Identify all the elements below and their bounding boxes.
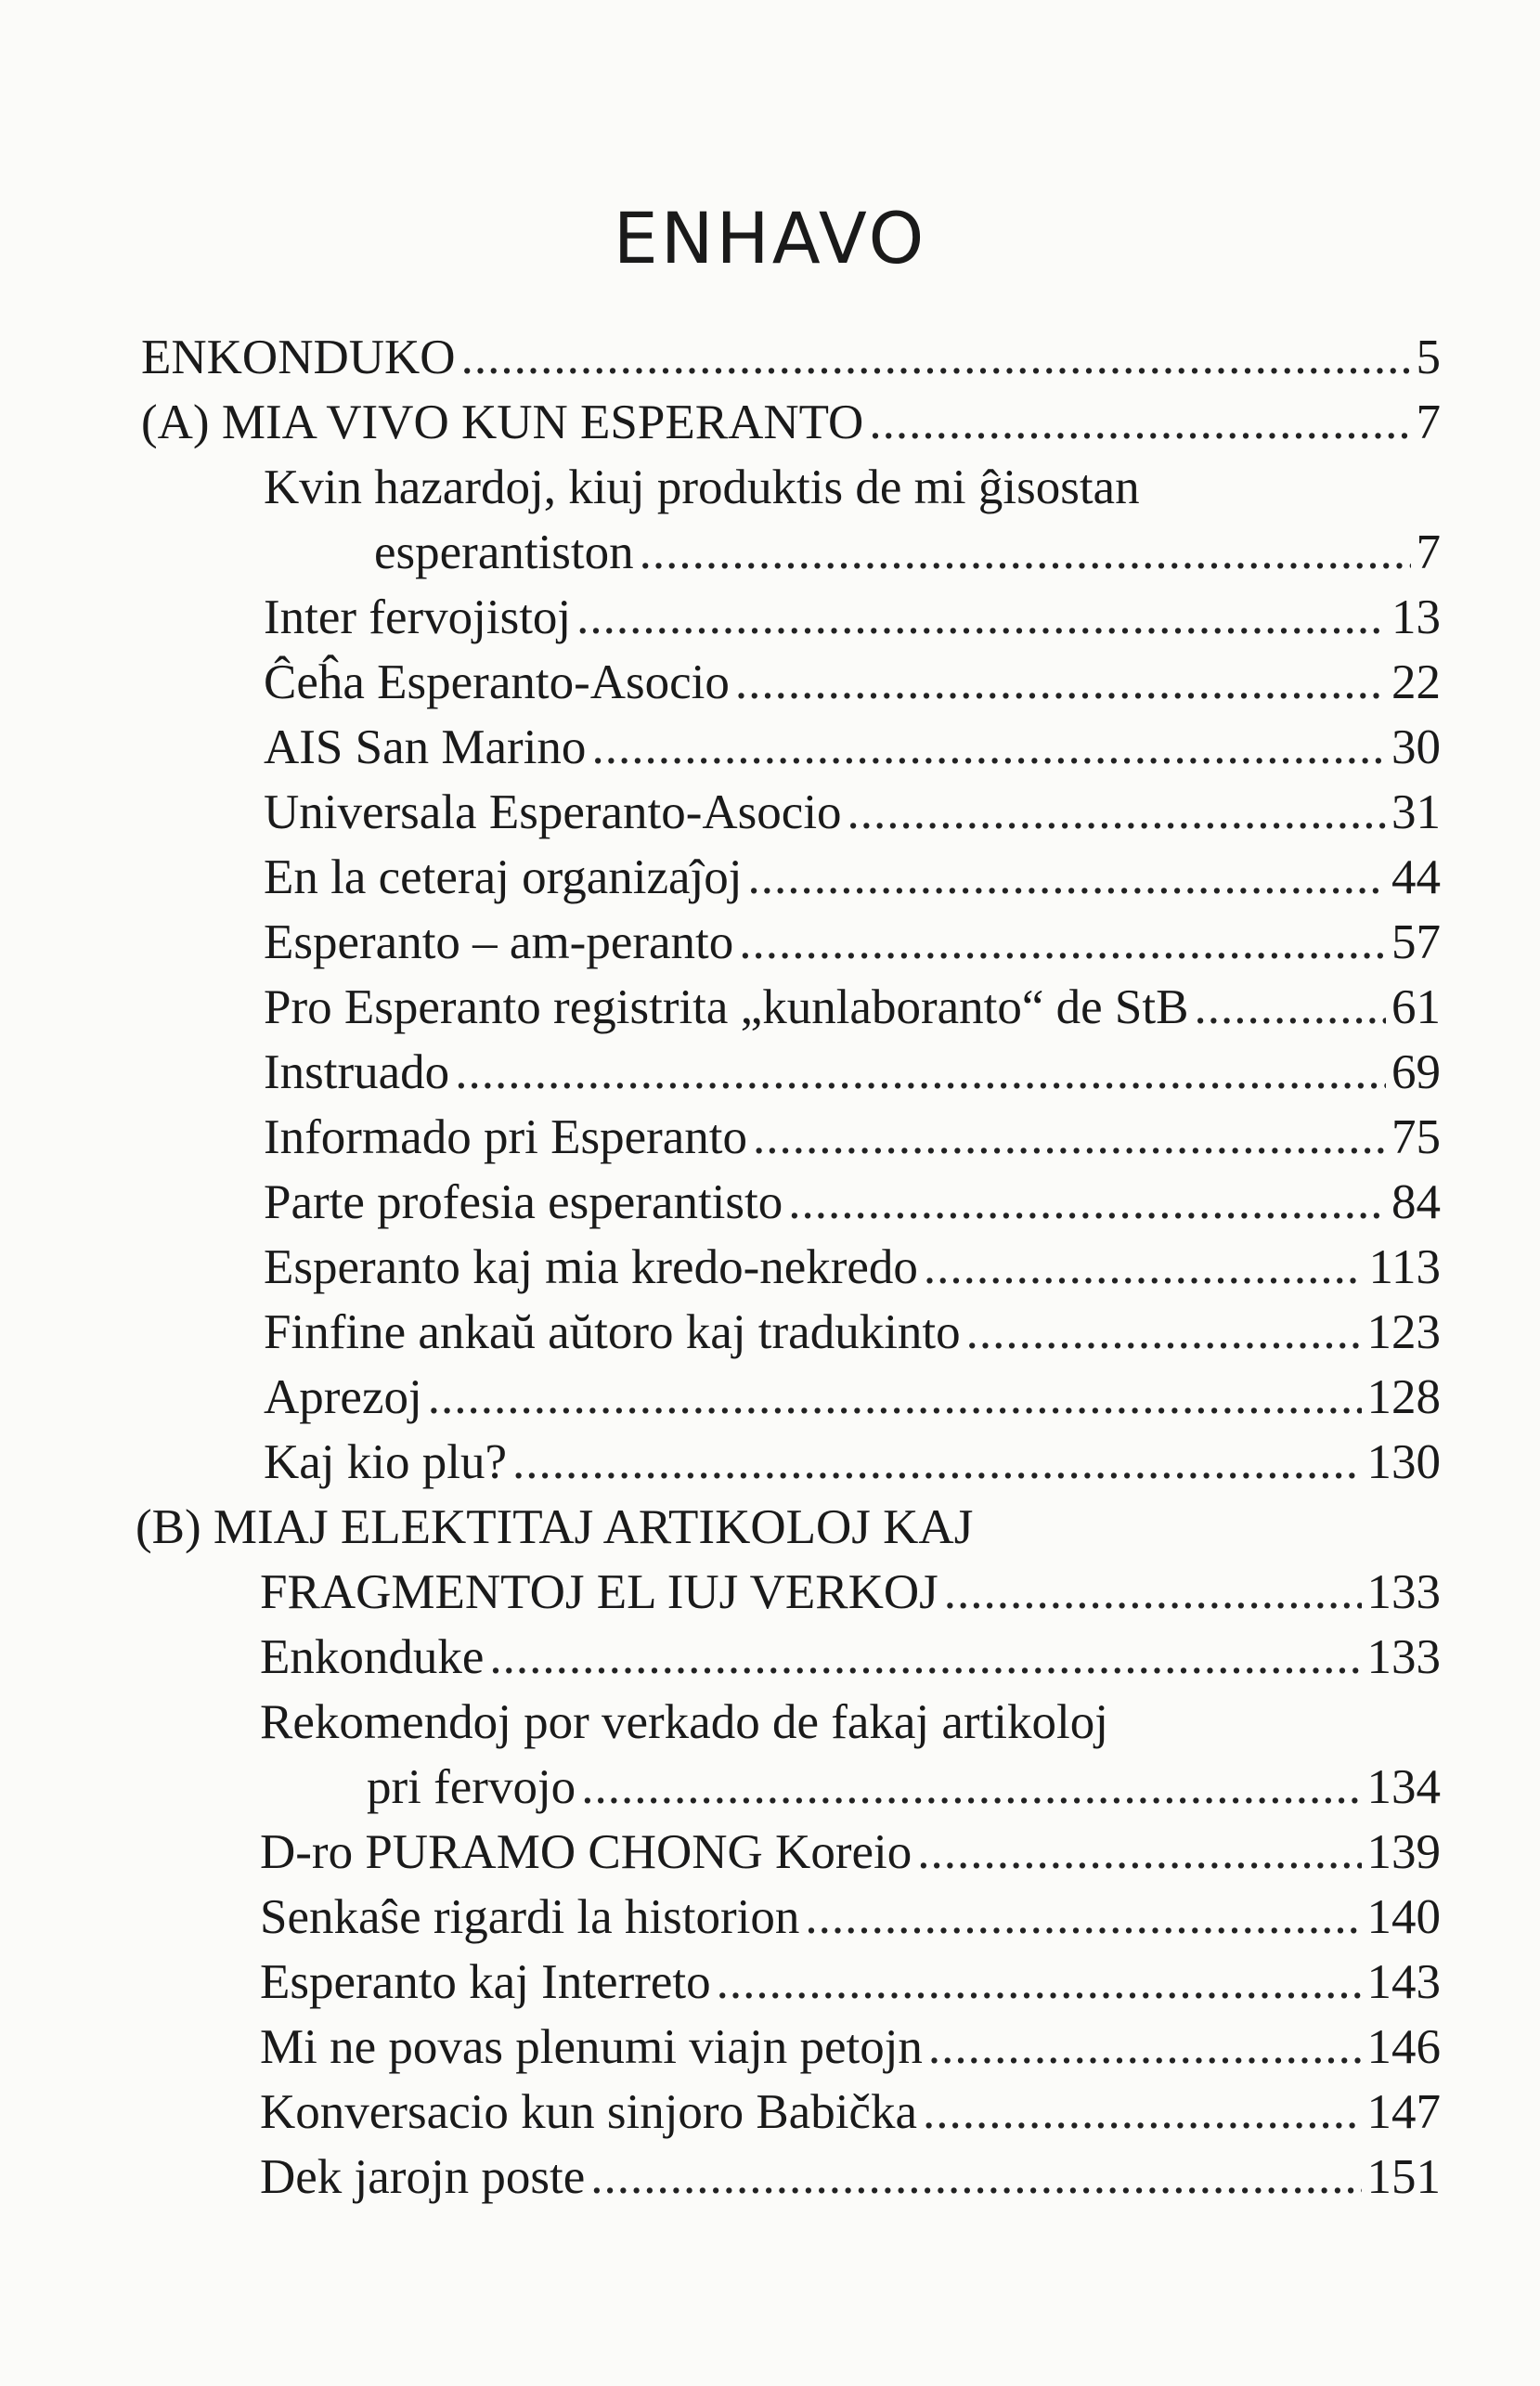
dot-leader xyxy=(489,1625,1361,1690)
dot-leader xyxy=(512,1430,1362,1495)
toc-entry-page: 146 xyxy=(1366,2020,1441,2074)
toc-entry-label-line1: Rekomendoj por verkado de fakaj artikoloj xyxy=(260,1695,1108,1749)
dot-leader xyxy=(923,2080,1362,2145)
toc-entry-page: 7 xyxy=(1416,396,1441,449)
toc-entry-label: Aprezoj xyxy=(264,1370,422,1424)
toc-entry-page: 133 xyxy=(1366,1630,1441,1684)
toc-entry-label: Senkaŝe rigardi la historion xyxy=(260,1890,800,1944)
dot-leader xyxy=(966,1300,1362,1365)
toc-entry xyxy=(264,585,1441,650)
toc-entry-page: 151 xyxy=(1366,2150,1441,2204)
toc-entry-label: FRAGMENTOJ EL IUJ VERKOJ xyxy=(260,1565,938,1619)
dot-leader xyxy=(788,1170,1386,1235)
toc-entry-label-line1: Kvin hazardoj, kiuj produktis de mi ĝisostan xyxy=(264,460,1140,514)
toc-entry-page: 5 xyxy=(1416,331,1441,384)
toc-entry xyxy=(264,1105,1441,1170)
toc-entry-label: pri fervojo xyxy=(367,1760,576,1814)
dot-leader xyxy=(869,390,1410,455)
toc-entry-label: Esperanto kaj Interreto xyxy=(260,1955,711,2009)
dot-leader xyxy=(717,1950,1362,2015)
toc-entry-label: Finfine ankaŭ aŭtoro kaj tradukinto xyxy=(264,1305,961,1359)
toc-entry-label: Instruado xyxy=(264,1045,450,1099)
dot-leader xyxy=(455,1040,1386,1105)
toc-entry-page: 13 xyxy=(1391,590,1441,644)
toc-entry xyxy=(260,2080,1441,2145)
toc-entry xyxy=(264,715,1441,780)
toc-entry xyxy=(260,1950,1441,2015)
dot-leader xyxy=(928,2015,1362,2080)
toc-entry-label: AIS San Marino xyxy=(264,720,587,774)
dot-leader xyxy=(805,1885,1361,1950)
toc-entry xyxy=(264,1365,1441,1430)
toc-entry xyxy=(264,845,1441,910)
toc-entry xyxy=(264,1300,1441,1365)
toc-entry-label: Esperanto – am-peranto xyxy=(264,915,734,969)
toc-entry-label: ENKONDUKO xyxy=(141,331,456,384)
toc-entry-page: 143 xyxy=(1366,1955,1441,2009)
toc-entry xyxy=(264,975,1441,1040)
toc-entry-label: Dek jarojn poste xyxy=(260,2150,586,2204)
toc-entry xyxy=(141,325,1441,390)
toc-entry xyxy=(264,780,1441,845)
dot-leader xyxy=(753,1105,1386,1170)
toc-entry xyxy=(260,1560,1441,1625)
toc-entry xyxy=(264,1235,1441,1300)
toc-entry-page: 84 xyxy=(1391,1175,1441,1229)
toc-entry-page: 134 xyxy=(1366,1760,1441,1814)
dot-leader xyxy=(917,1820,1361,1885)
dot-leader xyxy=(581,1755,1361,1820)
toc-entry xyxy=(367,1755,1441,1820)
dot-leader xyxy=(591,715,1386,780)
toc-entry-label: Ĉeĥa Esperanto-Asocio xyxy=(264,655,730,709)
toc-entry xyxy=(260,2145,1441,2210)
toc-entry-label: Enkonduke xyxy=(260,1630,485,1684)
toc-entry xyxy=(264,1040,1441,1105)
toc-entry xyxy=(374,520,1441,585)
toc-entry-label: Pro Esperanto registrita „kunlaboranto“ de StB xyxy=(264,980,1189,1034)
toc-entry-page: 128 xyxy=(1366,1370,1441,1424)
toc-entry xyxy=(260,1820,1441,1885)
toc-entry-page: 130 xyxy=(1366,1435,1441,1489)
toc-entry-page: 123 xyxy=(1366,1305,1441,1359)
toc-entry xyxy=(260,2015,1441,2080)
toc-entry-page: 7 xyxy=(1416,525,1441,579)
toc-entry-label: Informado pri Esperanto xyxy=(264,1110,747,1164)
dot-leader xyxy=(748,845,1386,910)
toc-entry-page: 69 xyxy=(1391,1045,1441,1099)
toc-entry-label: Parte profesia esperantisto xyxy=(264,1175,783,1229)
toc-entry-page: 133 xyxy=(1366,1565,1441,1619)
toc-entry-label: Universala Esperanto-Asocio xyxy=(264,785,842,839)
toc-entry xyxy=(264,910,1441,975)
page-title: ENHAVO xyxy=(613,197,927,279)
dot-leader xyxy=(590,2145,1361,2210)
toc-entry-page: 140 xyxy=(1366,1890,1441,1944)
toc-entry-label: Konversacio kun sinjoro Babička xyxy=(260,2085,917,2139)
toc-entry-page: 57 xyxy=(1391,915,1441,969)
toc-entry-page: 30 xyxy=(1391,720,1441,774)
toc-entry-label: Kaj kio plu? xyxy=(264,1435,507,1489)
toc-entry-page: 61 xyxy=(1391,980,1441,1034)
toc-entry-label-line1: (B) MIAJ ELEKTITAJ ARTIKOLOJ KAJ xyxy=(136,1500,974,1554)
toc-entry-page: 44 xyxy=(1391,850,1441,904)
toc-entry-page: 31 xyxy=(1391,785,1441,839)
toc-entry xyxy=(141,390,1441,455)
toc-entry-page: 139 xyxy=(1366,1825,1441,1879)
toc-entry-label: esperantiston xyxy=(374,525,634,579)
toc-entry-label: Mi ne povas plenumi viajn petojn xyxy=(260,2020,923,2074)
dot-leader xyxy=(735,650,1386,715)
toc-entry-label: En la ceteraj organizaĵoj xyxy=(264,850,743,904)
toc-entry xyxy=(260,1885,1441,1950)
toc-entry xyxy=(264,650,1441,715)
dot-leader xyxy=(428,1365,1362,1430)
toc-entry-label: Inter fervojistoj xyxy=(264,590,572,644)
toc-entry xyxy=(260,1625,1441,1690)
dot-leader xyxy=(924,1235,1364,1300)
toc-entry-page: 75 xyxy=(1391,1110,1441,1164)
dot-leader xyxy=(739,910,1386,975)
dot-leader xyxy=(576,585,1386,650)
toc-entry-label: D-ro PURAMO CHONG Koreio xyxy=(260,1825,912,1879)
toc-entry-page: 113 xyxy=(1368,1240,1441,1294)
dot-leader xyxy=(944,1560,1362,1625)
toc-entry-page: 22 xyxy=(1391,655,1441,709)
dot-leader xyxy=(1194,975,1386,1040)
toc-entry-label: Esperanto kaj mia kredo-nekredo xyxy=(264,1240,918,1294)
toc-entry-label: (A) MIA VIVO KUN ESPERANTO xyxy=(141,396,864,449)
toc-entry xyxy=(264,1170,1441,1235)
toc-entry xyxy=(264,1430,1441,1495)
dot-leader xyxy=(848,780,1386,845)
dot-leader xyxy=(640,520,1411,585)
dot-leader xyxy=(461,325,1411,390)
toc-entry-page: 147 xyxy=(1366,2085,1441,2139)
